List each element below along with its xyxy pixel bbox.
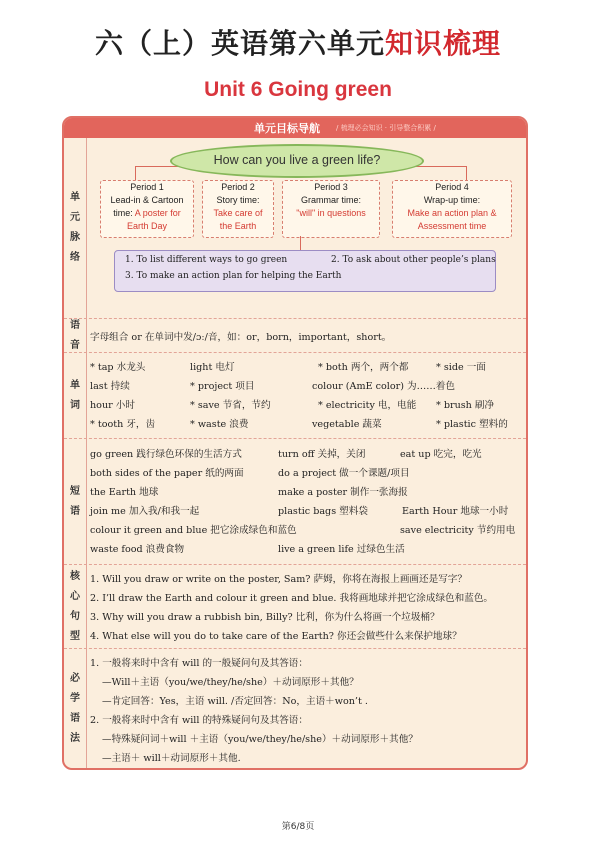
words-content: [90, 353, 520, 439]
sentence-item: 3. Why will you draw a rubbish bin, Billy? 比利，你为什么将画一个垃圾桶？: [90, 612, 440, 623]
connector-line: [300, 236, 301, 250]
phonics-content: [90, 319, 520, 353]
goals-box: [114, 250, 496, 292]
label-char: 语: [70, 713, 80, 724]
nav-title: 单元目标导航: [254, 122, 320, 135]
phonics-label: [64, 319, 86, 353]
period-topic: Assessment time: [417, 221, 487, 231]
period-name: Period 4: [435, 182, 469, 192]
label-char: 核: [70, 571, 80, 582]
phrases-section: [64, 438, 526, 565]
nav-tag: / 梳理必会知识 · 引导整合积累 /: [336, 124, 436, 132]
phrase-item: make a poster 制作一张海报: [278, 487, 408, 498]
period-topic: the Earth: [219, 221, 257, 231]
sentence-item: 4. What else will you do to take care of the Earth? 你还会做些什么来保护地球？: [90, 631, 462, 642]
goal-item: 2. To ask about other people’s plans: [331, 255, 496, 265]
phrase-item: colour it green and blue 把它涂成绿色和蓝色: [90, 525, 297, 536]
card-header: [64, 118, 526, 138]
period-box-2: [202, 180, 274, 238]
grammar-section: [64, 648, 526, 769]
word-item: light 电灯: [190, 362, 235, 373]
period-topic: A poster for: [134, 208, 181, 218]
sentences-section: [64, 564, 526, 649]
phonics-section: [64, 318, 526, 353]
title-main: 六（上）英语第六单元: [94, 27, 385, 60]
label-char: 单: [70, 192, 80, 203]
phrase-item: the Earth 地球: [90, 487, 159, 498]
word-item: last 持续: [90, 381, 130, 392]
word-item: * save 节省，节约: [190, 400, 271, 411]
divider: [86, 353, 87, 439]
period-line: Lead-in & Cartoon: [110, 195, 184, 205]
phrases-label: [64, 439, 86, 565]
grammar-item: —Will＋主语（you/we/they/he/she）＋动词原形＋其他？: [102, 677, 359, 688]
phrase-item: plastic bags 塑料袋: [278, 506, 368, 517]
word-item: * project 项目: [190, 381, 255, 392]
period-topic: Take care of: [213, 208, 263, 218]
label-char: 音: [70, 340, 80, 351]
phonics-text: 字母组合 or 在单词中发/ɔː/音，如：or，born，important，short。: [90, 332, 392, 343]
period-line: Wrap-up time:: [423, 195, 481, 205]
word-item: * electricity 电，电能: [318, 400, 417, 411]
period-topic: Make an action plan &: [407, 208, 497, 218]
phrase-item: go green 践行绿色环保的生活方式: [90, 449, 242, 460]
grammar-item: 2. 一般将来时中含有 will 的特殊疑问句及其答语：: [90, 715, 308, 726]
label-char: 句: [70, 611, 80, 622]
word-item: * brush 刷净: [436, 400, 495, 411]
grammar-label: [64, 649, 86, 769]
title-highlight: 知识梳理: [385, 27, 502, 60]
word-item: * plastic 塑料的: [436, 419, 508, 430]
label-char: 词: [70, 400, 80, 411]
overview-section: [64, 138, 526, 318]
period-line: time:: [113, 208, 135, 218]
label-char: 脉: [70, 232, 80, 243]
sentence-item: 1. Will you draw or write on the poster, Sam? 萨姆，你将在海报上画画还是写字？: [90, 574, 467, 585]
label-char: 必: [70, 673, 80, 684]
word-item: * side 一面: [436, 362, 486, 373]
word-item: * tooth 牙，齿: [90, 419, 156, 430]
label-char: 型: [70, 631, 80, 642]
page-number: 第6/8页: [281, 822, 315, 832]
overview-label: [64, 138, 86, 318]
grammar-item: —特殊疑问词＋will ＋主语（you/we/they/he/she）＋动词原形＋其他？: [102, 734, 418, 745]
phrases-content: [90, 439, 520, 565]
question-oval: [170, 144, 424, 178]
period-topic: Earth Day: [126, 221, 168, 231]
sentence-item: 2. I’ll draw the Earth and colour it green and blue. 我将画地球并把它涂成绿色和蓝色。: [90, 593, 494, 604]
period-name: Period 3: [314, 182, 348, 192]
divider: [86, 649, 87, 769]
page-title: [0, 22, 596, 62]
period-name: Period 1: [130, 182, 164, 192]
sentences-label: [64, 565, 86, 649]
period-box-3: [282, 180, 380, 238]
goal-item: 1. To list different ways to go green: [125, 255, 288, 265]
label-char: 心: [70, 591, 80, 602]
phrase-item: waste food 浪费食物: [90, 544, 185, 555]
label-char: 单: [70, 380, 80, 391]
unit-title: Unit 6 Going green: [204, 78, 392, 101]
period-line: Grammar time:: [300, 195, 361, 205]
goal-item: 3. To make an action plan for helping the Earth: [125, 271, 342, 281]
period-line: Story time:: [216, 195, 260, 205]
period-name: Period 2: [221, 182, 255, 192]
label-char: 络: [70, 252, 80, 263]
grammar-item: 1. 一般将来时中含有 will 的一般疑问句及其答语：: [90, 658, 308, 669]
label-char: 元: [70, 212, 80, 223]
divider: [86, 565, 87, 649]
divider: [86, 319, 87, 353]
grammar-item: —主语＋ will＋动词原形＋其他.: [102, 753, 241, 764]
word-item: vegetable 蔬菜: [312, 419, 382, 430]
sentences-content: [90, 565, 520, 649]
grammar-item: —肯定回答：Yes，主语 will. /否定回答：No，主语＋won’t .: [102, 696, 368, 707]
word-item: hour 小时: [90, 400, 135, 411]
label-char: 语: [70, 506, 80, 517]
phrase-item: eat up 吃完，吃光: [400, 449, 482, 460]
period-box-1: [100, 180, 194, 238]
grammar-content: [90, 649, 520, 769]
phrase-item: join me 加入我/和我一起: [90, 506, 200, 517]
knowledge-card: [62, 116, 528, 770]
label-char: 法: [70, 733, 80, 744]
phrase-item: both sides of the paper 纸的两面: [90, 468, 244, 479]
word-item: * waste 浪费: [190, 419, 249, 430]
phrase-item: save electricity 节约用电: [400, 525, 516, 536]
period-topic: "will" in questions: [296, 208, 366, 218]
words-section: [64, 352, 526, 439]
phrase-item: turn off 关掉，关闭: [278, 449, 366, 460]
label-char: 学: [70, 693, 80, 704]
central-question: How can you live a green life?: [213, 153, 381, 167]
period-box-4: [392, 180, 512, 238]
divider: [86, 439, 87, 565]
phrase-item: live a green life 过绿色生活: [278, 544, 405, 555]
words-label: [64, 353, 86, 439]
word-item: colour (AmE color) 为……着色: [312, 381, 455, 392]
label-char: 语: [70, 320, 80, 331]
phrase-item: do a project 做一个课题/项目: [278, 468, 410, 479]
word-item: * tap 水龙头: [90, 362, 146, 373]
label-char: 短: [70, 486, 80, 497]
divider: [86, 138, 87, 318]
word-item: * both 两个，两个都: [318, 362, 409, 373]
overview-content: [90, 138, 520, 318]
phrase-item: Earth Hour 地球一小时: [402, 506, 509, 517]
